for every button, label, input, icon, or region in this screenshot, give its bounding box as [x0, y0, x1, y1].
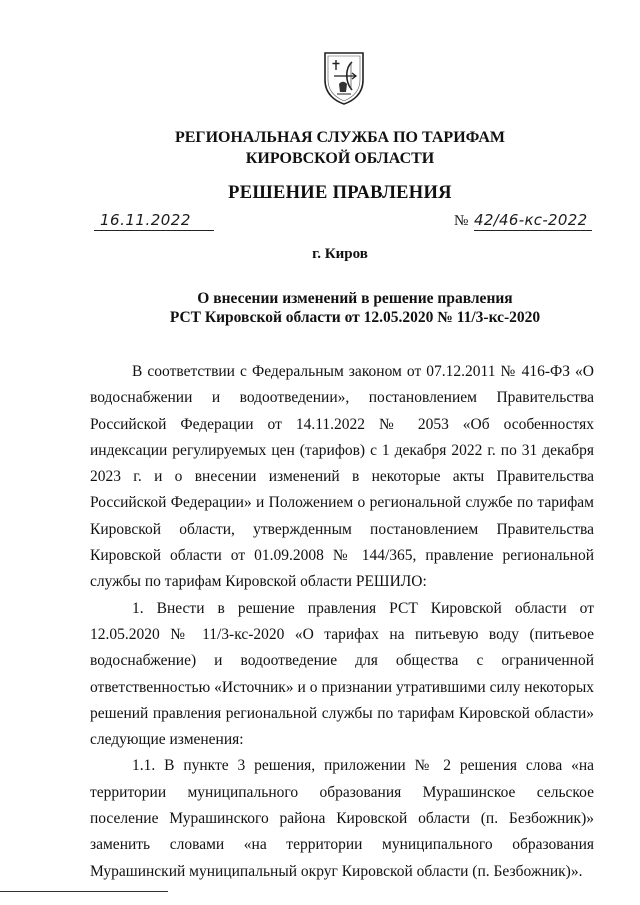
subject-line1: О внесении изменений в решение правления [197, 290, 513, 307]
coat-of-arms-icon [322, 50, 366, 106]
item-1-1-paragraph: 1.1. В пункте 3 решения, приложении № 2 решения слова «на территории муниципального образования Мурашинское сельское поселение Мурашинского района Кировской области (п. Безбожник)» заменить словами «на территории муниципального образования Мурашинский муниципальный округ Кировской области (п. Безбожник)». [90, 757, 594, 880]
number-sign: № [454, 213, 469, 229]
document-number: 42/46-кс-2022 [474, 211, 592, 231]
document-date: 16.11.2022 [94, 211, 214, 231]
subject-line2: РСТ Кировской области от 12.05.2020 № 11/3-кс-2020 [169, 309, 541, 326]
city: г. Киров [312, 246, 368, 262]
organization-name-line2: КИРОВСКОЙ ОБЛАСТИ [245, 150, 435, 167]
document-body [90, 359, 594, 885]
footer-divider [0, 891, 168, 892]
preamble-paragraph: В соответствии с Федеральным законом от 07.12.2011 № 416-ФЗ «О водоснабжении и водоотведении», постановлением Правительства Российской Федерации от 14.11.2022 № 2053 «Об особенностях индексации регулируемых цен (тарифов) с 1 декабря 2022 г. по 31 декабря 2023 г. и о внесении изменений в некоторые акты Правительства Российской Федерации» и Положением о региональной службе по тарифам Кировской области, утвержденным постановлением Правительства Кировской области от 01.09.2008 № 144/365, правление региональной службы по тарифам Кировской области РЕШИЛО: [90, 363, 594, 591]
item-1-paragraph: 1. Внести в решение правления РСТ Кировской области от 12.05.2020 № 11/3-кс-2020 «О тарифах на питьевую воду (питьевое водоснабжение) и водоотведение для общества с ограниченной ответственностью «Источник» и о признании утратившими силу некоторых решений правления региональной службы по тарифам Кировской области» следующие изменения: [90, 599, 594, 749]
organization-name-line1: РЕГИОНАЛЬНАЯ СЛУЖБА ПО ТАРИФАМ [174, 129, 506, 146]
document-type: РЕШЕНИЕ ПРАВЛЕНИЯ [228, 183, 452, 203]
